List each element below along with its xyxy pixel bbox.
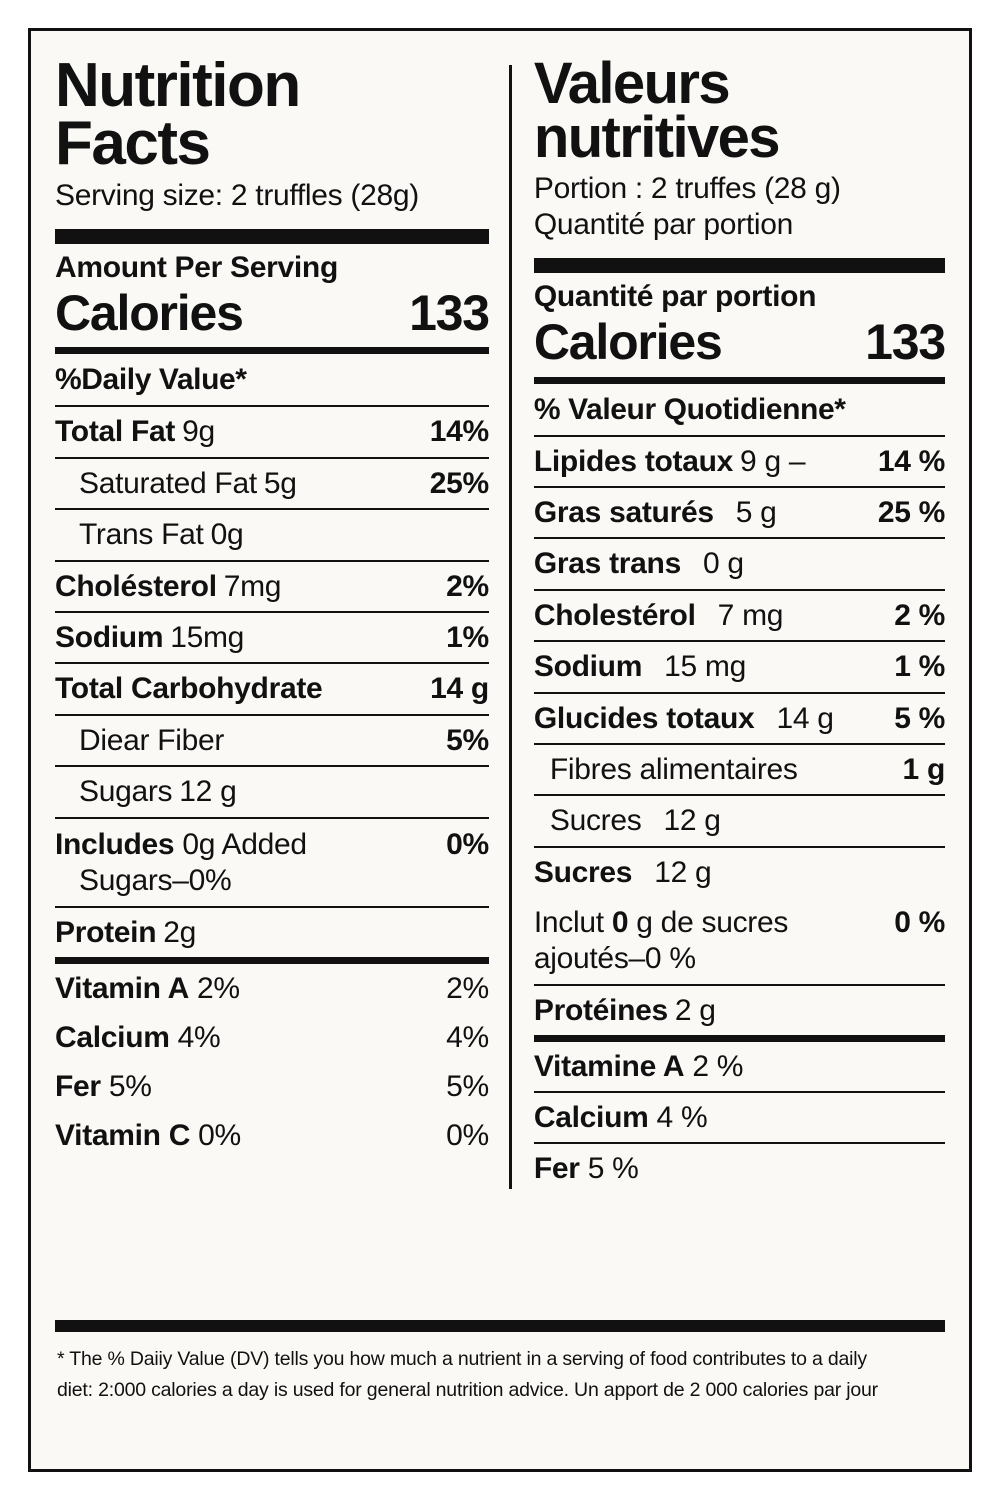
nutrient-amount: 0g <box>210 518 244 552</box>
nutrient-dv: 5% <box>446 723 489 757</box>
nutrient-row-dietary-fiber <box>55 716 489 765</box>
footnote-line-2: diet: 2:000 calories a day is used for general nutrition advice. Un apport de 2 000 calories par jour <box>57 1379 878 1402</box>
nutrient-dv: 25 % <box>877 495 945 529</box>
nutrient-row-trans-fat <box>55 510 489 559</box>
nutrient-row-sodium <box>55 613 489 662</box>
nutrient-label: Total Fat <box>55 415 176 449</box>
nutrient-amount: 14 g <box>776 701 834 735</box>
nutrient-label: Cholestérol <box>533 598 696 632</box>
nutrient-amount: 0 g <box>703 547 744 581</box>
nutrient-row-sugars <box>55 767 489 816</box>
daily-value-header-french: % Valeur Quotidienne* <box>533 392 846 426</box>
nutrient-amount: 14 g <box>430 672 489 706</box>
nutrient-dv: 14 % <box>877 444 945 478</box>
vitamin-dv: 5% <box>446 1069 489 1103</box>
vitamin-label: Vitamine A <box>533 1050 685 1084</box>
vitamin-amount: 2% <box>197 971 240 1005</box>
nutrient-amount: 9 g – <box>740 444 806 478</box>
nutrient-label: Sucres <box>533 855 633 889</box>
nutrient-amount: 9g <box>182 415 215 449</box>
added-sugars-label: Includes <box>55 827 175 861</box>
nutrient-row-gras-trans <box>534 539 945 588</box>
vitamin-row-calcium <box>55 1013 489 1062</box>
nutrient-dv: 1% <box>446 620 489 654</box>
vitamin-amount: 5 % <box>587 1152 639 1186</box>
added-sugars-second-line: Sugars–0% <box>79 863 232 897</box>
nutrient-dv: 2% <box>446 569 489 603</box>
added-sugars-label-fr: Inclut <box>533 906 604 940</box>
vitamin-row-vitamine-a <box>534 1042 945 1091</box>
calories-label-french: Calories <box>533 314 722 371</box>
nutrient-label: Sugars <box>79 775 173 809</box>
calories-row-english <box>55 285 489 348</box>
vitamin-row-vitamin-c <box>55 1111 489 1160</box>
calories-row-french <box>534 314 945 377</box>
added-sugars-amount: 0g Added <box>182 827 307 861</box>
vitamin-row-vitamin-a <box>55 964 489 1013</box>
footer-block <box>31 1320 969 1405</box>
nutrient-row-total-carbohydrate <box>55 664 489 713</box>
nutrient-row-sucres <box>534 796 945 845</box>
nutrient-label: Sodium <box>533 650 643 684</box>
nutrition-facts-panel <box>28 28 972 1472</box>
nutrient-label: Gras saturés <box>533 495 714 529</box>
nutrient-amount: 7mg <box>223 569 282 603</box>
nutrient-amount: 12 g <box>654 855 712 889</box>
page-title-english <box>55 51 489 178</box>
nutrient-row-cholesterol-fr <box>534 591 945 640</box>
nutrient-label: Trans Fat <box>79 518 204 552</box>
nutrient-dv: 25% <box>429 466 489 500</box>
nutrient-label: Fibres alimentaires <box>549 752 798 786</box>
nutrient-row-sodium-fr <box>534 642 945 691</box>
nutrient-row-fibres <box>534 745 945 794</box>
serving-size-french-line1: Portion : 2 truffes (28 g) <box>533 171 841 205</box>
vitamin-amount: 5% <box>108 1069 152 1103</box>
nutrient-row-total-fat <box>55 407 489 456</box>
vitamin-dv: 4% <box>446 1020 489 1054</box>
added-sugars-unit-fr: g de sucres <box>636 906 789 940</box>
nutrient-amount: 7 mg <box>717 598 784 632</box>
title-line-1: Nutrition <box>55 51 300 120</box>
vitamin-dv: 0% <box>446 1118 489 1152</box>
nutrient-row-sucres-2 <box>534 848 945 897</box>
vitamin-label: Fer <box>533 1152 580 1186</box>
nutrient-row-cholesterol <box>55 562 489 611</box>
calories-value-english: 133 <box>409 284 489 341</box>
nutrient-amount: 15mg <box>170 620 245 654</box>
nutrient-label: Diear Fiber <box>79 723 225 757</box>
nutrient-dv: 1 % <box>894 650 945 684</box>
divider-thick-english <box>55 229 489 244</box>
amount-per-serving-french: Quantité par portion <box>533 280 817 314</box>
nutrient-dv: 2 % <box>894 598 945 632</box>
title-line-2: Facts <box>55 108 210 178</box>
serving-size-french-line2: Quantité par portion <box>533 208 794 242</box>
footnote-line-1: * The % Daiiy Value (DV) tells you how much a nutrient in a serving of food contributes to a daily <box>57 1347 867 1370</box>
serving-size-english: Serving size: 2 truffles (28g) <box>55 179 419 213</box>
daily-value-header-english: %Daily Value* <box>55 363 247 397</box>
nutrient-label: Gras trans <box>533 547 681 581</box>
nutrient-dv: 14% <box>429 415 489 449</box>
nutrient-amount: 12 g <box>663 804 721 838</box>
nutrient-amount: 5g <box>263 466 297 500</box>
nutrient-row-gras-satures <box>534 488 945 537</box>
vitamin-row-fer-fr <box>534 1144 945 1193</box>
nutrient-row-sucres-ajoutes <box>534 897 945 984</box>
nutrient-amount: 2g <box>163 915 197 949</box>
calories-label-english: Calories <box>55 284 243 341</box>
french-column <box>512 51 945 1193</box>
nutrient-amount: 2 g <box>674 994 716 1028</box>
divider-medium-french-2 <box>534 1035 945 1042</box>
vitamin-row-calcium-fr <box>534 1093 945 1142</box>
nutrient-label: Sodium <box>55 620 164 654</box>
divider-medium-english-2 <box>55 957 489 964</box>
nutrient-row-saturated-fat <box>55 459 489 508</box>
nutrient-dv: 1 g <box>902 752 945 786</box>
title-line-1: Valeurs <box>533 51 730 116</box>
nutrient-label: Protéines <box>533 994 668 1028</box>
page-title-french <box>533 51 945 170</box>
nutrient-row-protein <box>55 908 489 957</box>
nutrient-row-proteines <box>534 986 945 1035</box>
nutrient-row-added-sugars <box>55 819 489 906</box>
nutrient-amount: 15 mg <box>664 650 747 684</box>
nutrient-label: Cholésterol <box>55 569 217 603</box>
nutrient-amount: 5 g <box>735 495 777 529</box>
divider-thick-french <box>534 258 945 273</box>
nutrient-label: Total Carbohydrate <box>55 672 323 706</box>
nutrient-label: Sucres <box>549 804 642 838</box>
divider-medium-french <box>534 377 945 384</box>
vitamin-label: Vitamin A <box>55 971 189 1005</box>
added-sugars-dv: 0% <box>446 827 489 861</box>
amount-per-serving-english: Amount Per Serving <box>55 250 338 284</box>
vitamin-row-iron <box>55 1062 489 1111</box>
nutrient-row-glucides <box>534 694 945 743</box>
vitamin-label: Calcium <box>533 1101 649 1135</box>
nutrient-dv: 5 % <box>894 701 945 735</box>
nutrient-amount: 12 g <box>179 775 237 809</box>
added-sugars-second-line-fr: ajoutés–0 % <box>533 942 696 976</box>
vitamin-label: Fer <box>55 1069 101 1103</box>
vitamin-amount: 0% <box>198 1118 241 1152</box>
vitamin-amount: 4 % <box>656 1101 708 1135</box>
nutrient-label: Saturated Fat <box>79 466 257 500</box>
nutrient-row-lipides <box>534 437 945 486</box>
footer-divider <box>55 1320 945 1332</box>
panel-columns <box>31 31 969 1193</box>
vitamin-amount: 4% <box>177 1020 221 1054</box>
nutrient-label: Glucides totaux <box>533 701 755 735</box>
calories-value-french: 133 <box>865 314 945 371</box>
nutrient-label: Lipides totaux <box>533 444 734 478</box>
vitamin-label: Vitamin C <box>55 1118 191 1152</box>
nutrient-label: Protein <box>55 915 157 949</box>
added-sugars-dv-fr: 0 % <box>894 906 945 940</box>
vitamin-dv: 2% <box>446 971 489 1005</box>
english-column <box>55 51 509 1193</box>
added-sugars-value-fr: 0 <box>611 906 629 940</box>
divider-medium-english <box>55 347 489 354</box>
vitamin-label: Calcium <box>55 1020 170 1054</box>
title-line-2: nutritives <box>533 104 779 170</box>
vitamin-amount: 2 % <box>692 1050 744 1084</box>
